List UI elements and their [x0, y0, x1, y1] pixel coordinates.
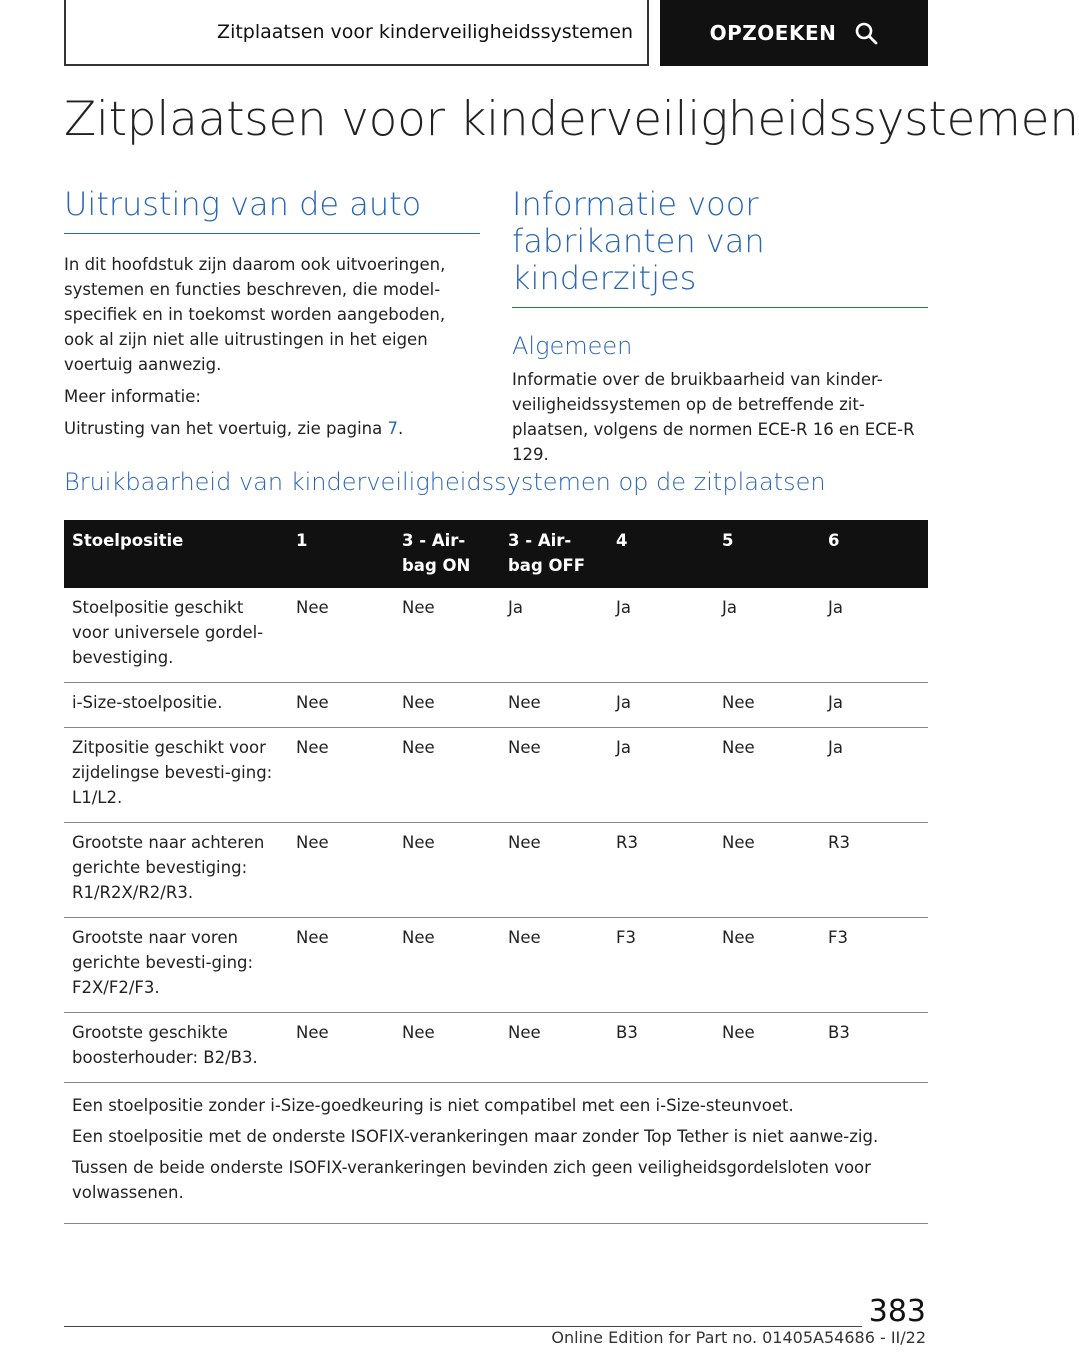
table-cell: Nee [394, 683, 500, 728]
table-cell: B3 [608, 1013, 714, 1083]
top-bar [64, 0, 928, 66]
reference-text: Uitrusting van het voertuig, zie pagina [64, 419, 388, 438]
page-link[interactable]: 7 [387, 419, 398, 438]
table-cell: Ja [608, 588, 714, 683]
search-icon [854, 21, 878, 45]
header-col-5: 5 [714, 520, 820, 588]
header-col-4: 4 [608, 520, 714, 588]
table-cell: Nee [714, 823, 820, 918]
table-cell: B3 [820, 1013, 928, 1083]
note-isize: Een stoelpositie zonder i-Size-goedkeuring is niet compatibel met een i-Size-steunvoet. [72, 1096, 794, 1115]
table-cell: Ja [820, 588, 928, 683]
table-cell: Nee [394, 588, 500, 683]
row-label: Grootste naar voren gerichte bevesti-ging: F2X/F2/F3. [64, 918, 288, 1013]
table-cell: Nee [714, 918, 820, 1013]
table-cell: Nee [288, 728, 394, 823]
table-row [64, 588, 928, 683]
table-notes [64, 1083, 928, 1224]
table-cell: Ja [608, 683, 714, 728]
row-label: i-Size-stoelpositie. [64, 683, 288, 728]
row-label: Grootste geschikte boosterhouder: B2/B3. [64, 1013, 288, 1083]
page-title: Zitplaatsen voor kinderveiligheidssystemen [64, 92, 1079, 147]
note-top-tether: Een stoelpositie met de onderste ISOFIX-verankeringen maar zonder Top Tether is niet aanwe-zig. [72, 1127, 879, 1146]
section-heading-manufacturers: Informatie voor fabrikanten van kinderzitjes [512, 186, 928, 308]
header-col-1: 1 [288, 520, 394, 588]
header-col-3-airbag-on: 3 - Air-bag ON [394, 520, 500, 588]
section-heading-equipment: Uitrusting van de auto [64, 186, 480, 234]
lookup-label: OPZOEKEN [709, 21, 837, 45]
row-label: Zitpositie geschikt voor zijdelingse bevesti-ging: L1/L2. [64, 728, 288, 823]
table-row [64, 823, 928, 918]
header-col-6: 6 [820, 520, 928, 588]
left-column [64, 186, 480, 441]
table-cell: Ja [608, 728, 714, 823]
table-section-title: Bruikbaarheid van kinderveiligheidssystemen op de zitplaatsen [64, 468, 826, 496]
table-cell: Ja [500, 588, 608, 683]
note-belt-buckles: Tussen de beide onderste ISOFIX-verankeringen bevinden zich geen veiligheidsgordelsloten voor volwassenen. [72, 1158, 871, 1202]
table-cell: Nee [288, 588, 394, 683]
table-cell: Nee [500, 683, 608, 728]
table-notes-row [64, 1083, 928, 1224]
table-cell: Nee [394, 728, 500, 823]
table-cell: Nee [500, 1013, 608, 1083]
row-label: Grootste naar achteren gerichte bevestiging: R1/R2X/R2/R3. [64, 823, 288, 918]
table-cell: Nee [714, 728, 820, 823]
table-cell: Nee [288, 683, 394, 728]
table-cell: Nee [394, 823, 500, 918]
table-cell: Nee [288, 823, 394, 918]
equipment-reference [64, 416, 480, 441]
table-cell: Ja [820, 728, 928, 823]
table-cell: Nee [288, 1013, 394, 1083]
breadcrumb[interactable]: Zitplaatsen voor kinderveiligheidssystemen [64, 0, 649, 66]
row-label: Stoelpositie geschikt voor universele gordel-bevestiging. [64, 588, 288, 683]
seat-suitability-table [64, 520, 928, 1224]
page-number: 383 [868, 1294, 926, 1329]
footer-divider [64, 1326, 862, 1327]
table-cell: Nee [500, 823, 608, 918]
header-col-3-airbag-off: 3 - Air-bag OFF [500, 520, 608, 588]
table-cell: Nee [288, 918, 394, 1013]
table-cell: Nee [394, 1013, 500, 1083]
edition-info: Online Edition for Part no. 01405A54686 - II/22 [551, 1328, 926, 1347]
lookup-button[interactable] [660, 0, 928, 66]
subheading-general: Algemeen [512, 332, 633, 360]
table-cell: Nee [500, 728, 608, 823]
table-cell: R3 [820, 823, 928, 918]
table-cell: Nee [714, 683, 820, 728]
table-row [64, 918, 928, 1013]
table-cell: Nee [394, 918, 500, 1013]
table-cell: F3 [820, 918, 928, 1013]
table-cell: Nee [714, 1013, 820, 1083]
table-cell: Nee [500, 918, 608, 1013]
reference-end: . [397, 419, 404, 438]
table-row [64, 728, 928, 823]
header-seat-position: Stoelpositie [64, 520, 288, 588]
table-row [64, 1013, 928, 1083]
general-paragraph: Informatie over de bruikbaarheid van kinder-veiligheidssystemen op de betreffende zit-plaatsen, volgens de normen ECE-R 16 en ECE-R 129. [512, 370, 915, 464]
table-cell: R3 [608, 823, 714, 918]
table-row [64, 683, 928, 728]
table-header-row [64, 520, 928, 588]
equipment-paragraph: In dit hoofdstuk zijn daarom ook uitvoeringen, systemen en functies beschreven, die model-specifiek en in toekomst worden aangeboden, ook al zijn niet alle uitrustingen in het eigen voertuig aanwezig. [64, 255, 446, 374]
table-cell: Ja [820, 683, 928, 728]
more-info-label: Meer informatie: [64, 387, 201, 406]
right-column [512, 186, 928, 467]
table-cell: F3 [608, 918, 714, 1013]
table-cell: Ja [714, 588, 820, 683]
